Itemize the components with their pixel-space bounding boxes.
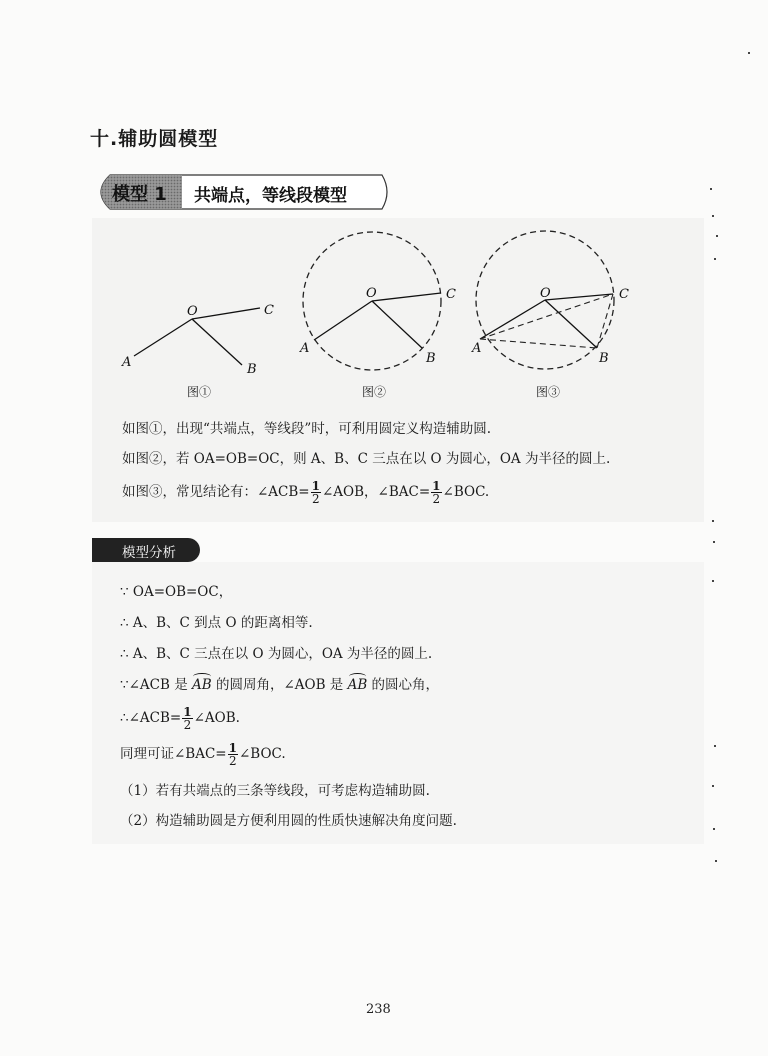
fig1-label-a: A (122, 355, 132, 370)
figure-2 (299, 232, 456, 370)
p3-mid: ∠AOB，∠BAC= (321, 484, 431, 500)
analysis-line-8: （2）构造辅助圆是方便利用圆的性质快速解决角度问题. (120, 813, 457, 829)
analysis-line-2: ∴ A、B、C 到点 O 的距离相等. (120, 615, 313, 631)
scan-speck (710, 188, 712, 190)
scan-speck (714, 745, 716, 747)
paragraph-3 (122, 480, 489, 505)
figure-2-caption: 图② (362, 385, 387, 399)
fig1-label-b: B (247, 362, 257, 377)
fig2-label-a: A (300, 341, 310, 356)
scan-speck (715, 860, 717, 862)
fig3-label-o: O (540, 286, 551, 301)
figure-1 (121, 303, 274, 377)
scan-speck (713, 828, 715, 830)
figures-svg (92, 222, 692, 382)
analysis-line-3: ∴ A、B、C 三点在以 O 为圆心，OA 为半径的圆上. (120, 646, 433, 662)
scan-speck (714, 258, 716, 260)
fraction-half: $\frac{1}{2}$ (183, 705, 192, 732)
s4-part-c: 的圆心角， (367, 677, 440, 693)
fig2-label-o: O (366, 286, 377, 301)
scan-speck (712, 520, 714, 522)
p3-suffix: ∠BOC. (442, 484, 490, 500)
figures-row (92, 222, 692, 386)
fraction-half: $\frac{1}{2}$ (432, 479, 441, 506)
model-number: 模型 1 (112, 184, 167, 205)
model-name: 共端点，等线段模型 (194, 186, 347, 206)
analysis-line-1: ∵ OA=OB=OC， (120, 584, 233, 600)
arc-ab-1: AB (191, 677, 212, 693)
figure-1-caption: 图① (187, 385, 212, 399)
fig1-label-c: C (264, 303, 274, 318)
scan-speck (713, 541, 715, 543)
page-number: 238 (366, 1002, 391, 1017)
figure-3 (471, 231, 629, 369)
analysis-header (92, 538, 200, 562)
fig2-label-c: C (446, 287, 456, 302)
s5-prefix: ∴∠ACB= (120, 710, 182, 726)
section-title: 十.辅助圆模型 (90, 128, 219, 150)
fig2-label-b: B (426, 351, 436, 366)
s4-part-a: ∵∠ACB 是 (120, 677, 192, 693)
analysis-line-7: （1）若有共端点的三条等线段，可考虑构造辅助圆. (120, 783, 430, 799)
scan-speck (712, 215, 714, 217)
fig3-label-b: B (599, 351, 609, 366)
figure-3-caption: 图③ (536, 385, 561, 399)
fig3-label-a: A (472, 341, 482, 356)
analysis-panel (92, 562, 704, 844)
s6-prefix: 同理可证∠BAC= (120, 746, 227, 762)
fig1-label-o: O (187, 304, 198, 319)
paragraph-2: 如图②，若 OA=OB=OC，则 A、B、C 三点在以 O 为圆心，OA 为半径的圆上. (122, 451, 611, 467)
analysis-header-label: 模型分析 (122, 545, 176, 561)
p3-prefix: 如图③，常见结论有：∠ACB= (122, 484, 310, 500)
scan-speck (712, 785, 714, 787)
analysis-line-4 (120, 673, 439, 693)
fraction-half: $\frac{1}{2}$ (311, 479, 320, 506)
scan-speck (712, 580, 714, 582)
scan-speck (748, 52, 750, 54)
s6-suffix: ∠BOC. (238, 746, 286, 762)
paragraph-1: 如图①，出现“共端点，等线段”时，可利用圆定义构造辅助圆. (122, 421, 492, 437)
fraction-half: $\frac{1}{2}$ (228, 741, 237, 768)
analysis-line-6 (120, 742, 286, 767)
model-header (92, 173, 392, 211)
arc-ab-2: AB (347, 677, 368, 693)
scan-speck (716, 235, 718, 237)
fig3-label-c: C (619, 287, 629, 302)
s4-part-b: 的圆周角，∠AOB 是 (211, 677, 348, 693)
s5-suffix: ∠AOB. (193, 710, 240, 726)
analysis-line-5 (120, 706, 240, 731)
